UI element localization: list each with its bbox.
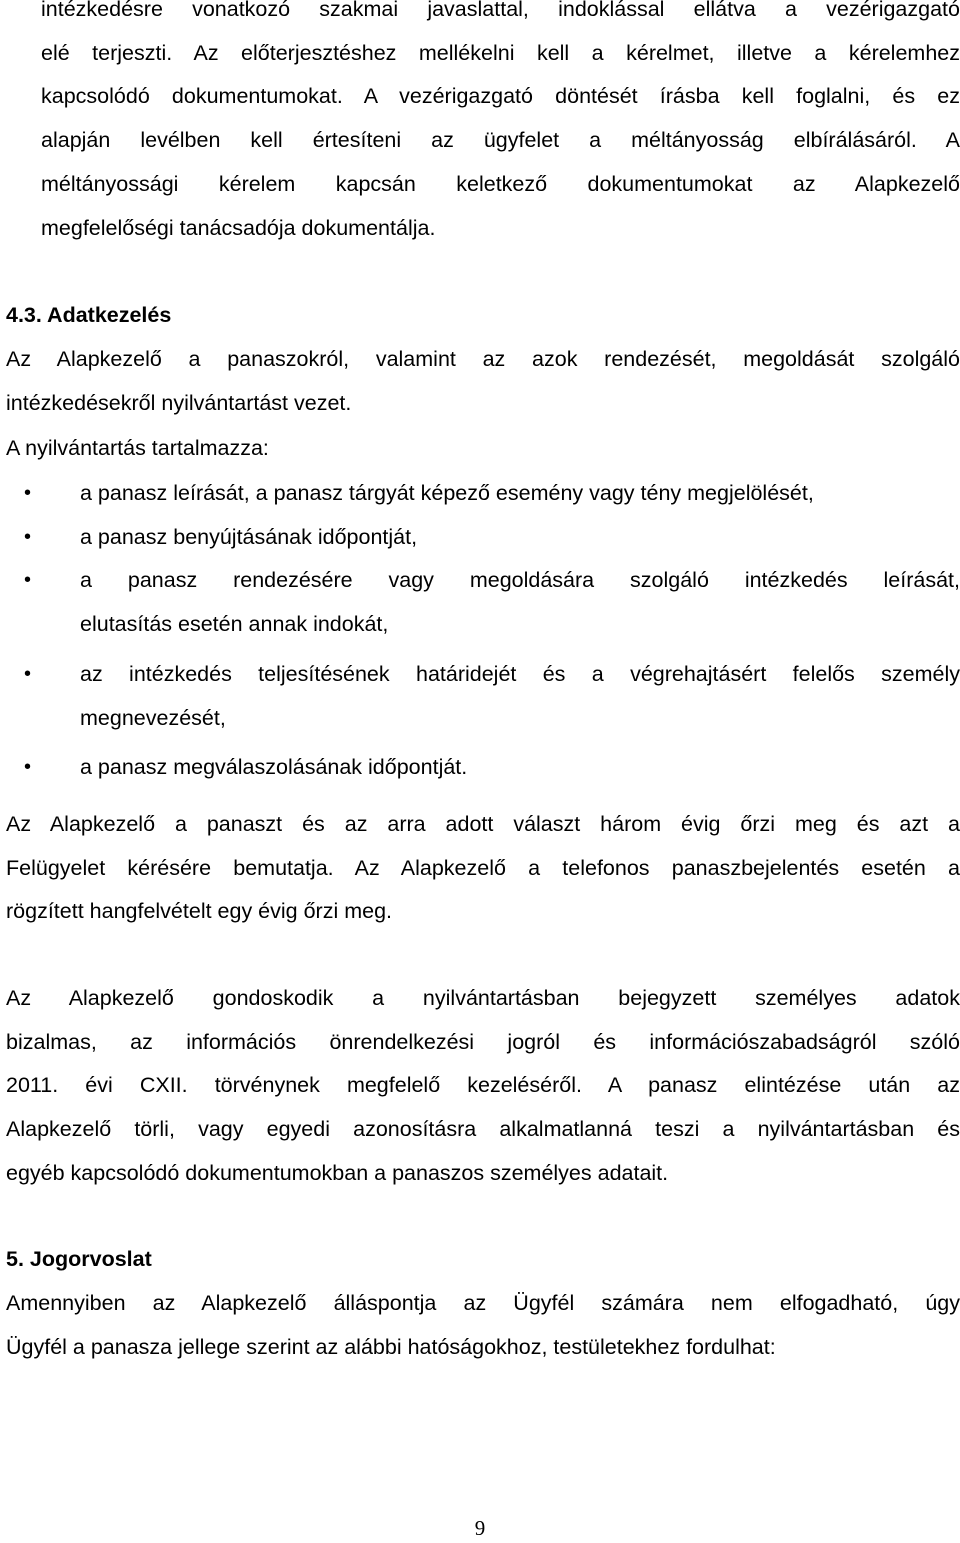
- text-line: intézkedésre vonatkozó szakmai javaslattal, indoklással ellátva a vezérigazgató: [41, 0, 960, 21]
- list-item: [6, 472, 960, 516]
- text-line: egyéb kapcsolódó dokumentumokban a panaszos személyes adatait.: [6, 1160, 669, 1185]
- paragraph-4-3-d: [6, 977, 960, 1196]
- text-line: megfelelőségi tanácsadója dokumentálja.: [41, 215, 436, 240]
- text-line: rögzített hangfelvételt egy évig őrzi meg.: [6, 899, 393, 924]
- text-line: intézkedésekről nyilvántartást vezet.: [6, 390, 352, 415]
- paragraph-4-3-b: [6, 427, 960, 471]
- text-line: • a panasz rendezésére vagy megoldására szolgáló intézkedés leírását,: [80, 568, 960, 593]
- text-line: • az intézkedés teljesítésének határidejét és a végrehajtásért felelős személy: [80, 661, 960, 686]
- bullet-list-block: [6, 472, 960, 790]
- paragraph-text: [6, 338, 960, 425]
- paragraph-intro-text: [41, 0, 960, 250]
- text-line: Ügyfél a panasza jellege szerint az alábbi hatóságokhoz, testületekhez fordulhat:: [6, 1334, 776, 1359]
- text-line: • a panasz megválaszolásának időpontját.: [80, 755, 468, 780]
- text-line: bizalmas, az információs önrendelkezési jogról és információszabadságról szóló: [6, 1029, 960, 1054]
- section-5-heading-block: [6, 1238, 960, 1282]
- page-number: 9: [474, 1516, 486, 1540]
- section-heading: 5. Jogorvoslat: [6, 1247, 152, 1271]
- text-line: megnevezését,: [80, 705, 226, 730]
- paragraph-text: A nyilvántartás tartalmazza:: [6, 436, 269, 460]
- paragraph-text: [6, 977, 960, 1196]
- text-line: 2011. évi CXII. törvénynek megfelelő kezeléséről. A panasz elintézése után az: [6, 1073, 960, 1098]
- text-line: Alapkezelő törli, vagy egyedi azonosításra alkalmatlanná teszi a nyilvántartásban és: [6, 1117, 960, 1142]
- section-heading: 4.3. Adatkezelés: [6, 303, 172, 327]
- paragraph-text: [6, 803, 960, 934]
- text-line: elé terjeszti. Az előterjesztéshez mellékelni kell a kérelmet, illetve a kérelemhez: [41, 40, 960, 65]
- text-line: alapján levélben kell értesíteni az ügyfelet a méltányosság elbírálásáról. A: [41, 128, 960, 153]
- list-item: [6, 516, 960, 560]
- list-item: [6, 559, 960, 646]
- text-line: Felügyelet kérésére bemutatja. Az Alapkezelő a telefonos panaszbejelentés esetén a: [6, 855, 960, 880]
- bullet-list: [6, 472, 960, 790]
- text-line: Amennyiben az Alapkezelő álláspontja az Ügyfél számára nem elfogadható, úgy: [6, 1291, 960, 1315]
- list-item: [6, 653, 960, 740]
- text-line: méltányossági kérelem kapcsán keletkező dokumentumokat az Alapkezelő: [41, 171, 960, 196]
- paragraph-intro: [41, 0, 960, 250]
- text-line: kapcsolódó dokumentumokat. A vezérigazgató döntését írásba kell foglalni, és ez: [41, 84, 960, 109]
- list-item: [6, 746, 960, 790]
- paragraph-4-3-a: [6, 338, 960, 425]
- paragraph-text: [6, 1282, 960, 1369]
- paragraph-4-3-c: [6, 803, 960, 934]
- text-line: • a panasz leírását, a panasz tárgyát képező esemény vagy tény megjelölését,: [80, 481, 814, 505]
- paragraph-5: [6, 1282, 960, 1369]
- text-line: • a panasz benyújtásának időpontját,: [80, 524, 418, 549]
- text-line: Az Alapkezelő a panaszokról, valamint az azok rendezését, megoldását szolgáló: [6, 347, 960, 371]
- text-line: Az Alapkezelő gondoskodik a nyilvántartásban bejegyzett személyes adatok: [6, 986, 960, 1010]
- text-line: elutasítás esetén annak indokát,: [80, 612, 389, 637]
- section-4-3-heading-block: [6, 294, 960, 338]
- text-line: Az Alapkezelő a panaszt és az arra adott választ három évig őrzi meg és azt a: [6, 812, 960, 836]
